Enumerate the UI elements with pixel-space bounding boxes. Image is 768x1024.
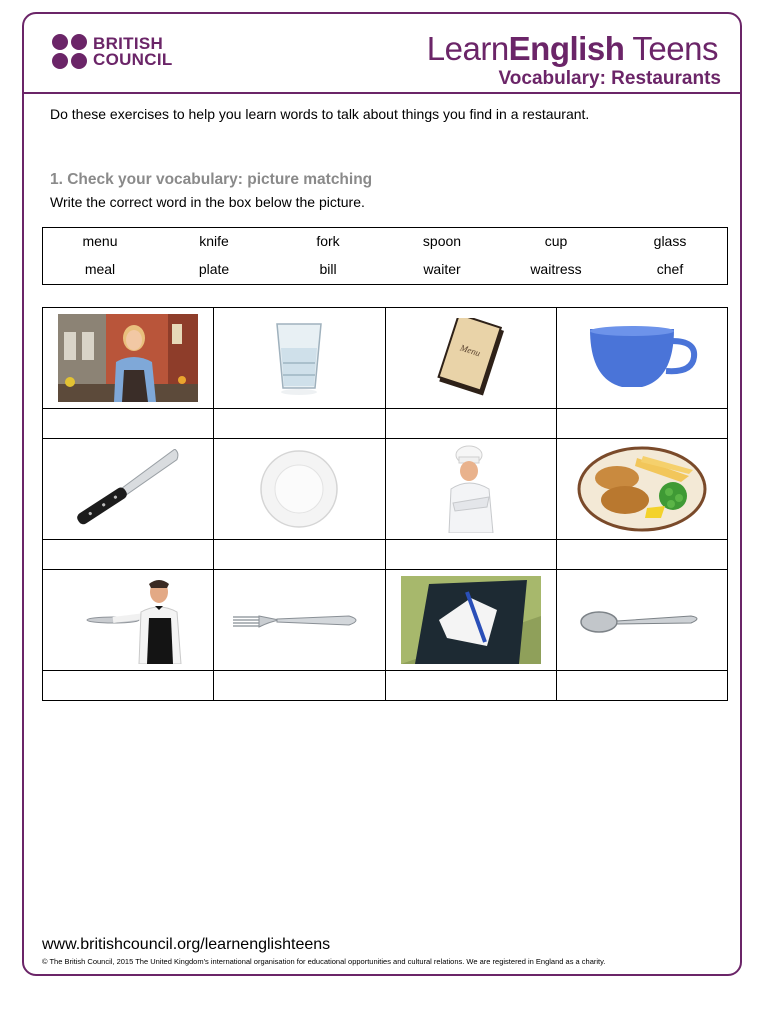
- cup-photo: [582, 323, 702, 393]
- logo-line-1: BRITISH: [93, 33, 164, 53]
- picture-cell: [385, 439, 556, 540]
- british-council-logo: [52, 34, 173, 69]
- waitress-photo: [58, 314, 198, 402]
- bill-photo: [401, 576, 541, 664]
- picture-cell: [385, 308, 556, 409]
- answer-box[interactable]: [43, 671, 214, 701]
- document-title: Vocabulary: Restaurants: [498, 68, 721, 89]
- spoon-photo: [577, 600, 707, 640]
- word-bank-item: plate: [198, 261, 230, 277]
- logo-line-2: COUNCIL: [93, 49, 173, 69]
- picture-cell: [385, 570, 556, 671]
- answer-box[interactable]: [385, 409, 556, 439]
- picture-cell: [214, 570, 385, 671]
- menu-photo-lettering: Menu: [458, 342, 482, 359]
- picture-cell: [556, 308, 727, 409]
- word-bank-item: knife: [199, 233, 229, 249]
- picture-cell: [214, 308, 385, 409]
- glass-photo: [269, 318, 329, 398]
- word-bank-item: bill: [319, 261, 337, 277]
- learnenglish-teens-logo: LearnEnglish Teens: [426, 30, 718, 67]
- answer-box[interactable]: [214, 540, 385, 570]
- word-bank-item: waiter: [423, 261, 461, 277]
- answer-box[interactable]: [556, 409, 727, 439]
- picture-cell: [556, 439, 727, 540]
- waiter-photo: [63, 576, 193, 664]
- answer-box[interactable]: [556, 671, 727, 701]
- answer-box[interactable]: [385, 671, 556, 701]
- picture-matching-grid: [42, 307, 728, 701]
- chef-photo: [441, 445, 501, 533]
- word-bank: [42, 227, 728, 285]
- fork-photo: [229, 600, 369, 640]
- exercise-heading: 1. Check your vocabulary: picture matching: [50, 171, 373, 188]
- word-bank-item: waitress: [530, 261, 582, 277]
- word-bank-item: menu: [82, 233, 118, 249]
- intro-text: Do these exercises to help you learn words to talk about things you find in a restaurant.: [50, 106, 590, 122]
- answer-box[interactable]: [43, 409, 214, 439]
- menu-photo: [426, 318, 516, 398]
- logo-dots-icon: [52, 34, 87, 69]
- picture-cell: [556, 570, 727, 671]
- header-divider: [24, 92, 742, 94]
- picture-cell: [214, 439, 385, 540]
- meal-photo: [577, 446, 707, 532]
- word-bank-item: meal: [84, 261, 116, 277]
- answer-box[interactable]: [556, 540, 727, 570]
- word-bank-item: cup: [544, 233, 568, 249]
- picture-cell: [43, 439, 214, 540]
- answer-box[interactable]: [385, 540, 556, 570]
- answer-box[interactable]: [214, 671, 385, 701]
- word-bank-item: glass: [653, 233, 687, 249]
- plate-photo: [254, 449, 344, 529]
- footer-copyright: © The British Council, 2015 The United Kingdom's international organisation for educational opportunities and cultural relations. We are registered in England as a charity.: [42, 957, 606, 966]
- word-bank-item: fork: [316, 233, 340, 249]
- knife-photo: [63, 449, 193, 529]
- footer-url[interactable]: www.britishcouncil.org/learnenglishteens: [42, 936, 331, 953]
- answer-box[interactable]: [214, 409, 385, 439]
- picture-cell: [43, 570, 214, 671]
- word-bank-item: chef: [656, 261, 684, 277]
- exercise-instruction: Write the correct word in the box below the picture.: [50, 194, 365, 210]
- word-bank-item: spoon: [422, 233, 462, 249]
- picture-cell: [43, 308, 214, 409]
- answer-box[interactable]: [43, 540, 214, 570]
